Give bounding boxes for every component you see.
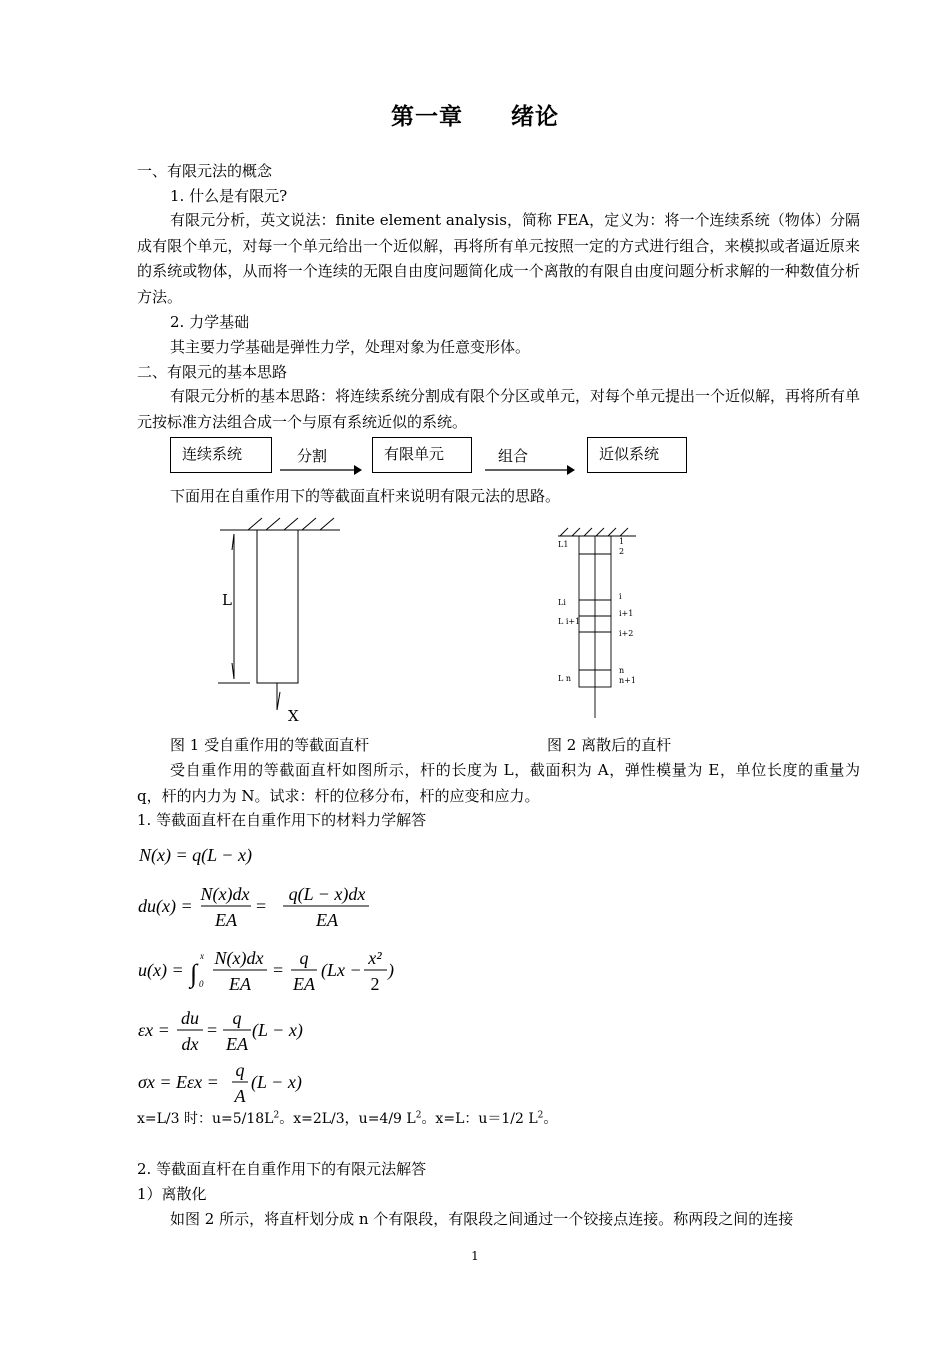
definition-paragraph: 有限元分析，英文说法：finite element analysis，简称 FEA，定义为：将一个连续系统（物体）分隔成有限个单元，对每一个单元给出一个近似解，再将所有单元按照一定的方式进行组合，来模拟或者逼近原来的系统或物体，从而将一个连续的无限自由度问题简化成一个离散的有限自由度问题分析求解的一种数值分析方法。 xyxy=(137,211,860,306)
figure2-caption: 图 2 离散后的直杆 xyxy=(547,736,672,754)
svg-text:=: = xyxy=(256,896,267,916)
step-discretization: 1）离散化 xyxy=(137,1185,207,1203)
chapter-name: 绪论 xyxy=(511,104,559,130)
svg-text:=: = xyxy=(207,1020,218,1040)
displacement-results: x=L/3 时：$u=5/18L^2$。x=2L/3，u=4/9 $L^2$。x=L：u＝1/2 $L^2$。 xyxy=(137,1110,558,1127)
equation-stress xyxy=(135,1057,335,1109)
figure2-node-label: i xyxy=(619,592,622,601)
problem-paragraph: 受自重作用的等截面直杆如图所示，杆的长度为 L，截面积为 A，弹性模量为 E，单位长度的重量为 q，杆的内力为 N。试求：杆的位移分布，杆的应变和应力。 xyxy=(137,761,860,805)
mechanics-paragraph: 其主要力学基础是弹性力学，处理对象为任意变形体。 xyxy=(170,338,531,356)
figure2-node-label: n xyxy=(619,666,625,675)
figure1-caption: 图 1 受自重作用的等截面直杆 xyxy=(170,736,370,754)
svg-text:σx = Eεx =: σx = Eεx = xyxy=(138,1072,219,1092)
svg-text:εx =: εx = xyxy=(138,1020,170,1040)
discretization-paragraph: 如图 2 所示，将直杆划分成 n 个有限段，有限段之间通过一个铰接点连接。称两段之间的连接 xyxy=(170,1210,794,1228)
figure2-left-label: L i+1 xyxy=(558,617,581,626)
flow-label-split: 分割 xyxy=(297,447,328,465)
subsection-mechanics-solution: 1. 等截面直杆在自重作用下的材料力学解答 xyxy=(137,811,427,829)
question2: 2. 力学基础 xyxy=(170,313,250,331)
svg-text:u(x) =: u(x) = xyxy=(138,960,184,980)
svg-text:du: du xyxy=(181,1008,199,1028)
svg-text:∫: ∫ xyxy=(190,959,198,988)
page-number: 1 xyxy=(471,1249,479,1263)
flow-box-elements: 有限单元 xyxy=(372,437,472,473)
subsection-fem-solution: 2. 等截面直杆在自重作用下的有限元法解答 xyxy=(137,1160,427,1178)
section2-heading: 二、有限元的基本思路 xyxy=(137,363,288,381)
svg-text:N(x)dx: N(x)dx xyxy=(200,884,250,904)
svg-text:dx: dx xyxy=(181,1034,199,1054)
equation-displacement xyxy=(135,942,415,998)
svg-text:(L − x): (L − x) xyxy=(252,1020,303,1040)
figure2-node-label: i+2 xyxy=(619,629,634,638)
svg-text:EA: EA xyxy=(215,910,237,930)
svg-text:x²: x² xyxy=(368,948,382,968)
question1: 1. 什么是有限元? xyxy=(170,187,288,205)
svg-text:2: 2 xyxy=(370,974,380,994)
intro-bar-paragraph: 下面用在自重作用下的等截面直杆来说明有限元法的思路。 xyxy=(170,487,561,505)
svg-text:q: q xyxy=(232,1008,242,1028)
figure1-length-label: L xyxy=(222,591,232,609)
flow-box-approx: 近似系统 xyxy=(587,437,687,473)
page-title xyxy=(0,98,950,131)
svg-text:EA: EA xyxy=(293,974,315,994)
flow-box-continuous: 连续系统 xyxy=(170,437,272,473)
figure2-left-label: Li xyxy=(558,598,566,607)
svg-text:N(x)dx: N(x)dx xyxy=(214,948,264,968)
figure2-left-label: L1 xyxy=(558,540,569,549)
svg-text:A: A xyxy=(234,1086,246,1106)
figure1-axis-label: X xyxy=(288,707,299,725)
equation-strain xyxy=(135,1005,335,1057)
svg-text:=: = xyxy=(273,960,284,980)
svg-text:EA: EA xyxy=(229,974,251,994)
svg-text:(Lx −: (Lx − xyxy=(321,960,362,980)
svg-text:EA: EA xyxy=(226,1034,248,1054)
equation-axial-force: N(x) = q(L − x) xyxy=(139,845,252,865)
chapter-number: 第一章 xyxy=(391,104,463,130)
idea-paragraph: 有限元分析的基本思路：将连续系统分割成有限个分区或单元，对每个单元提出一个近似解，再将所有单元按标准方法组合成一个与原有系统近似的系统。 xyxy=(137,387,861,431)
svg-text:EA: EA xyxy=(316,910,338,930)
svg-text:(L − x): (L − x) xyxy=(251,1072,302,1092)
section1-heading: 一、有限元法的概念 xyxy=(137,162,273,180)
figure1-bar-diagram xyxy=(210,510,350,725)
figure2-node-label: n+1 xyxy=(619,676,636,685)
svg-text:0: 0 xyxy=(199,979,204,989)
svg-text:du(x) =: du(x) = xyxy=(138,896,193,916)
figure2-left-label: L n xyxy=(558,674,572,683)
svg-text:): ) xyxy=(388,960,394,980)
figure2-node-label: 1 xyxy=(619,537,625,546)
flow-arrow-assemble xyxy=(485,464,575,476)
flow-label-assemble: 组合 xyxy=(498,447,529,465)
svg-text:q: q xyxy=(235,1060,245,1080)
figure2-node-label: i+1 xyxy=(619,609,634,618)
flow-arrow-split xyxy=(280,464,362,476)
figure2-node-label: 2 xyxy=(619,547,625,556)
svg-text:x: x xyxy=(200,951,204,961)
svg-text:q: q xyxy=(299,948,309,968)
equation-displacement-differential xyxy=(135,880,385,932)
svg-text:q(L − x)dx: q(L − x)dx xyxy=(288,884,366,904)
